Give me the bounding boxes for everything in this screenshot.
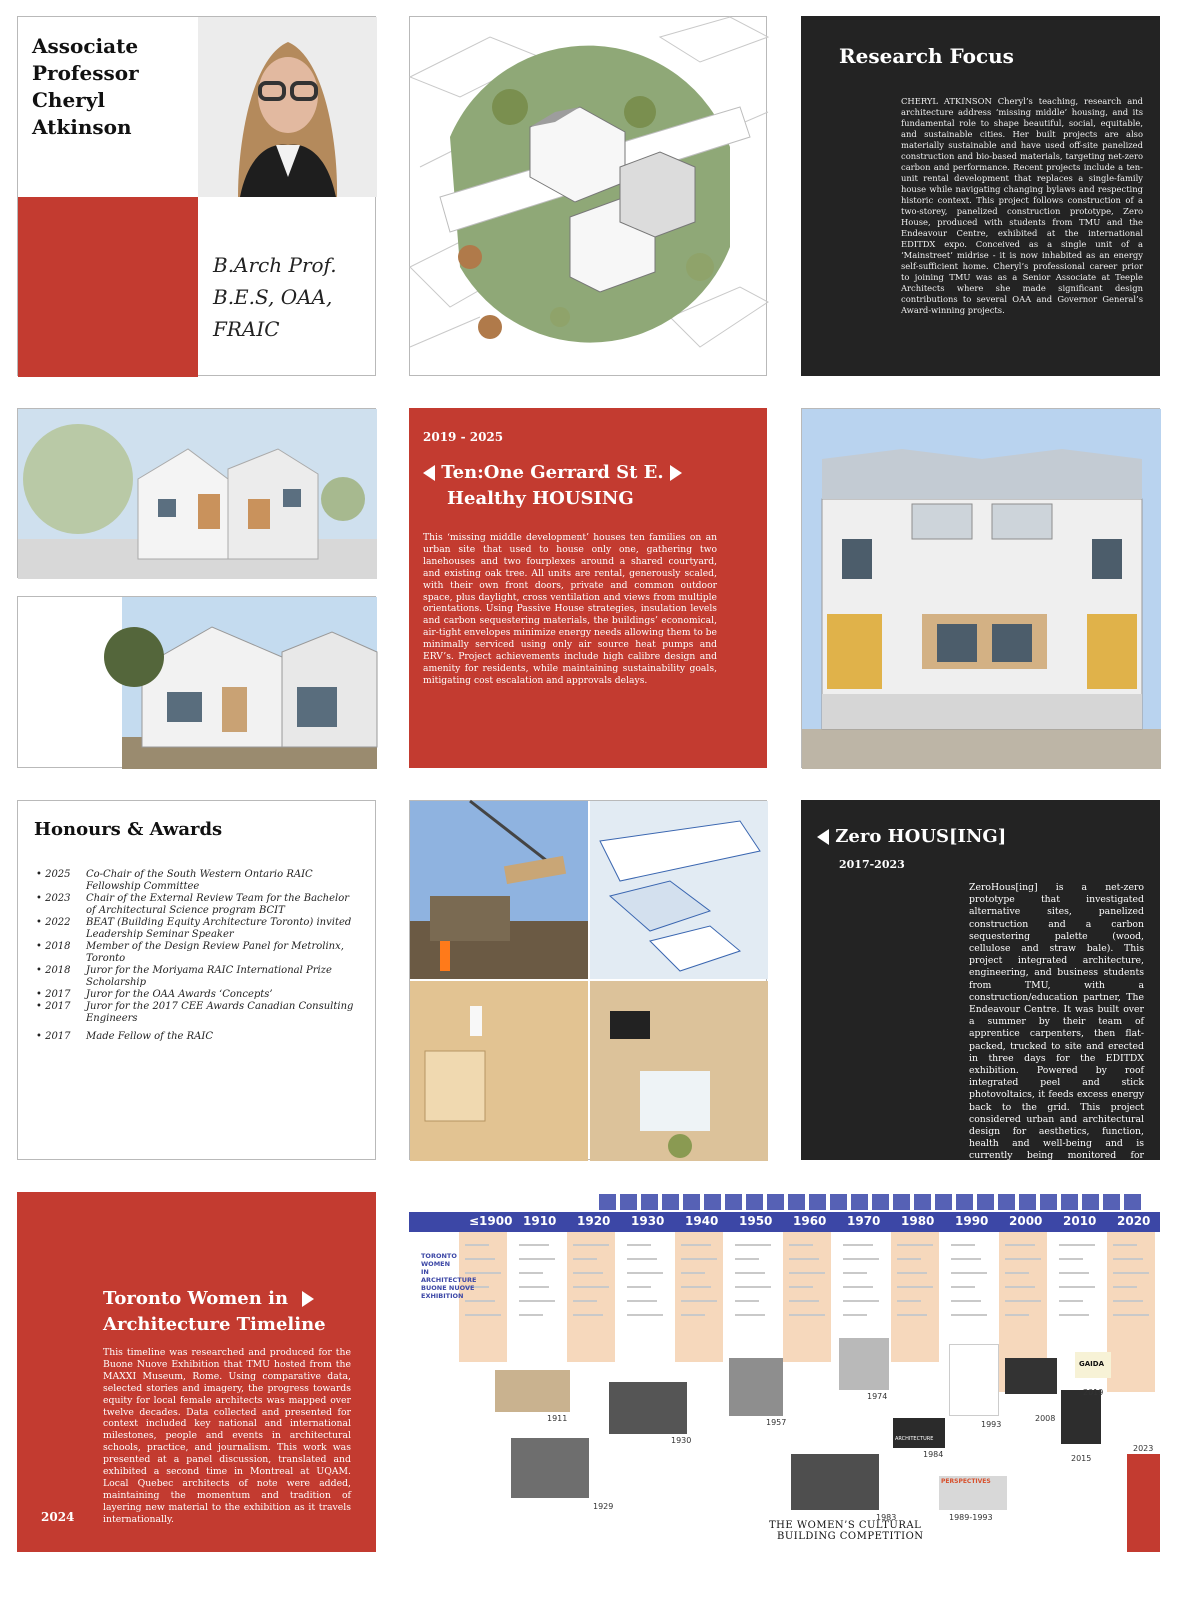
award-item: • 2018 Juror for the Moriyama RAIC International Prize Scholarship xyxy=(36,965,358,989)
timeline-entry-line xyxy=(789,1314,825,1316)
timeline-body: This timeline was researched and produced for the Buone Nuove Exhibition that TMU hosted from the MAXXI Museum, Rome. Using comparative data, selected stories and imagery, the progress towards equity for local female architects was mapped over twelve decades. Data collected and presented for context included key national and international milestones, people and events in architectural schools, practice, and journalism. This work was presented at a panel discussion, translated and exhibited a second time in Montreal at UQAM. Local Quebec architects of note were added, maintaining the momentum and tradition of layering new material to the exhibition as it travels internationally. xyxy=(103,1347,351,1525)
arrow-left-icon[interactable] xyxy=(817,829,829,845)
fourplex-photo xyxy=(801,408,1160,768)
timeline-entry-line xyxy=(627,1314,663,1316)
axonometric-illustration xyxy=(410,17,768,377)
timeline-entry-line xyxy=(843,1258,879,1260)
timeline-entry-line xyxy=(897,1286,933,1288)
timeline-entry-line xyxy=(843,1314,867,1316)
timeline-entry-line xyxy=(1005,1258,1041,1260)
decade-column xyxy=(891,1232,939,1362)
archive-photo xyxy=(609,1382,687,1434)
timeline-entry-line xyxy=(465,1244,489,1246)
timeline-year: 2024 xyxy=(41,1510,75,1524)
portrait-thumbnail xyxy=(893,1194,910,1210)
award-item: • 2025 Co-Chair of the South Western Ontario RAIC Fellowship Committee xyxy=(36,869,358,893)
timeline-title xyxy=(103,1286,326,1338)
portrait-thumbnail xyxy=(599,1194,616,1210)
portrait-photo xyxy=(1061,1388,1104,1444)
zero-body: ZeroHous[ing] is a net-zero prototype that investigated alternative sites, panelized construction and a carbon sequestering palette (wood, cellulose and straw bale). This project integrated architecture, engineering, and business students from TMU, with a construction/education partner, The Endeavour Centre. It was built over a summer by their team of apprentice carpenters, then flat-packed, trucked to site and erected in three days for the EDITDX exhibition. Powered by roof integrated peel and stick photovoltaics, it feeds excess energy back to the grid. This project considered urban and architectural design for aesthetics, function, health and well-being and is currently being monitored for performance. xyxy=(969,882,1144,1174)
arrow-right-icon[interactable] xyxy=(670,465,682,481)
decade-column xyxy=(675,1232,723,1362)
award-item: • 2017 Juror for the 2017 CEE Awards Canadian Consulting Engineers xyxy=(36,1001,358,1025)
decade-label: 1990 xyxy=(955,1214,989,1228)
award-text: Member of the Design Review Panel for Metrolinx, Toronto xyxy=(86,941,344,964)
arrow-left-icon[interactable] xyxy=(423,465,435,481)
archive-photo xyxy=(1005,1358,1057,1394)
timeline-entry-line xyxy=(573,1286,609,1288)
portrait-photo xyxy=(198,17,377,197)
decade-label: 1910 xyxy=(523,1214,557,1228)
award-item: • 2017 Made Fellow of the RAIC xyxy=(36,1031,213,1042)
portrait-thumbnail xyxy=(809,1194,826,1210)
book-cover xyxy=(949,1344,999,1416)
timeline-entry-line xyxy=(897,1272,927,1274)
timeline-entry-line xyxy=(843,1300,879,1302)
honours-title: Honours & Awards xyxy=(34,819,223,840)
research-body: CHERYL ATKINSON Cheryl’s teaching, research and architecture address ‘missing middle’ housing, and its fundamental role to shape beautiful, social, equitable, and sustainable cities. Her built projects are also materially sustainable and have used off-site panelized construction and bio-based materials, targeting net-zero carbon and performance. Recent projects include a ten-unit rental development that replaces a single-family house while navigating changing bylaws and respecting historic context. This project follows construction of a two-storey, panelized construction prototype, Zero House, produced with students from TMU and the Endeavour Centre, exhibited at the international EDITDX expo. Conceived as a single unit of a ‘Mainstreet’ midrise - it is now inhabited as an energy self-sufficient home. Cheryl’s professional career prior to joining TMU was as a Senior Associate at Teeple Architects where she made significant design contributions to several OAA and Governor General’s Award-winning projects. xyxy=(901,96,1143,315)
timeline-entry-line xyxy=(789,1272,825,1274)
timeline-entry-line xyxy=(519,1314,543,1316)
decade-label: 2020 xyxy=(1117,1214,1151,1228)
decade-label: 1940 xyxy=(685,1214,719,1228)
portrait-thumbnail xyxy=(662,1194,679,1210)
timeline-entry-line xyxy=(627,1258,657,1260)
photo-year: 2008 xyxy=(1035,1414,1056,1423)
zero-title xyxy=(817,826,1006,847)
poster-line: ARCHITECTURE xyxy=(421,1276,477,1284)
award-year: 2017 xyxy=(45,1031,71,1042)
red-block xyxy=(18,197,198,377)
timeline-entry-line xyxy=(681,1300,717,1302)
name-line: Atkinson xyxy=(32,115,132,139)
magazine-cover xyxy=(893,1418,945,1448)
portrait-thumbnail xyxy=(767,1194,784,1210)
tenone-title-line1: Ten:One Gerrard St E. xyxy=(441,462,664,483)
credentials-line: FRAIC xyxy=(213,317,280,341)
award-item: • 2018 Member of the Design Review Panel for Metrolinx, Toronto xyxy=(36,941,358,965)
award-year: 2017 xyxy=(45,1001,71,1012)
archive-photo xyxy=(839,1338,889,1390)
arrow-right-icon[interactable] xyxy=(302,1291,314,1307)
portrait-thumbnail xyxy=(914,1194,931,1210)
timeline-entry-line xyxy=(1005,1272,1029,1274)
timeline-entry-line xyxy=(897,1244,933,1246)
portrait-thumbnail xyxy=(725,1194,742,1210)
portrait-thumbnail xyxy=(1019,1194,1036,1210)
caption-line: BUILDING COMPETITION xyxy=(777,1531,924,1542)
timeline-entry-line xyxy=(843,1272,867,1274)
timeline-entry-line xyxy=(1113,1314,1149,1316)
timeline-title-line2: Architecture Timeline xyxy=(103,1314,326,1335)
timeline-entry-line xyxy=(735,1244,771,1246)
portrait-thumbnail xyxy=(872,1194,889,1210)
rendering-exterior xyxy=(17,408,376,578)
award-item: • 2023 Chair of the External Review Team for the Bachelor of Architectural Science program BCIT xyxy=(36,893,358,917)
timeline-entry-line xyxy=(1005,1286,1035,1288)
timeline-entry-line xyxy=(627,1300,657,1302)
award-text: BEAT (Building Equity Architecture Toronto) invited Leadership Seminar Speaker xyxy=(86,917,352,940)
timeline-entry-line xyxy=(1059,1244,1095,1246)
decade-label: 2010 xyxy=(1063,1214,1097,1228)
timeline-entry-line xyxy=(735,1300,759,1302)
timeline-entry-line xyxy=(1059,1272,1089,1274)
timeline-entry-line xyxy=(519,1300,555,1302)
archive-photo xyxy=(511,1438,589,1498)
timeline-entry-line xyxy=(519,1272,543,1274)
exhibition-poster xyxy=(421,1252,483,1332)
timeline-title-line1: Toronto Women in xyxy=(103,1288,289,1309)
portrait-thumbnail xyxy=(746,1194,763,1210)
photo-year: 1974 xyxy=(867,1392,888,1401)
timeline-entry-line xyxy=(789,1286,813,1288)
poster-line: IN xyxy=(421,1268,429,1276)
photo-year: 2015 xyxy=(1071,1454,1092,1463)
photo-year: 1930 xyxy=(671,1436,692,1445)
portrait-thumbnail xyxy=(1103,1194,1120,1210)
timeline-entry-line xyxy=(735,1314,765,1316)
timeline-entry-line xyxy=(573,1244,609,1246)
portrait-thumbnail xyxy=(851,1194,868,1210)
timeline-entry-line xyxy=(519,1244,549,1246)
tenone-body: This ‘missing middle development’ houses ten families on an urban site that used to house only one, gathering two lanehouses and two fourplexes around a shared courtyard, and existing oak tree. All units are rental, generously scaled, with their own front doors, private and common outdoor space, plus daylight, cross ventilation and views from multiple orientations. Using Passive House strategies, insulation levels and carbon sequestering materials, the buildings’ economical, air-tight envelopes minimize energy needs allowing them to be minimally serviced using only air source heat pumps and ERV’s. Project achievements include high calibre design and amenity for residents, while maintaining sustainability goals, mitigating cost escalation and approvals delays. xyxy=(423,532,717,686)
timeline-entry-line xyxy=(843,1244,873,1246)
portrait-thumbnail xyxy=(683,1194,700,1210)
timeline-entry-line xyxy=(951,1258,981,1260)
magazine-cover xyxy=(939,1476,1007,1510)
award-item: • 2022 BEAT (Building Equity Architecture Toronto) invited Leadership Seminar Speaker xyxy=(36,917,358,941)
timeline-entry-line xyxy=(1059,1258,1083,1260)
timeline-entry-line xyxy=(573,1272,603,1274)
timeline-entry-line xyxy=(1059,1300,1083,1302)
award-text: Juror for the OAA Awards ‘Concepts’ xyxy=(86,989,273,1000)
name-line: Associate xyxy=(32,34,139,58)
tenone-card xyxy=(409,408,767,768)
portrait-thumbnail xyxy=(1040,1194,1057,1210)
timeline-card xyxy=(17,1192,376,1552)
logo-tile xyxy=(1075,1352,1111,1378)
award-year: 2017 xyxy=(45,989,71,1000)
photo-year: 2023 xyxy=(1133,1444,1154,1453)
award-year: 2023 xyxy=(45,893,71,904)
timeline-header-band xyxy=(409,1212,1160,1232)
timeline-entry-line xyxy=(897,1258,921,1260)
zero-house-photo-grid xyxy=(409,800,767,1160)
timeline-entry-line xyxy=(519,1258,555,1260)
photo-year: 2019 xyxy=(1083,1388,1104,1397)
portrait-thumbnail xyxy=(1124,1194,1141,1210)
timeline-entry-line xyxy=(789,1244,813,1246)
competition-caption xyxy=(769,1520,924,1542)
portrait-thumbnail xyxy=(977,1194,994,1210)
timeline-entry-line xyxy=(1113,1258,1143,1260)
timeline-entry-line xyxy=(681,1314,705,1316)
timeline-entry-line xyxy=(1113,1244,1137,1246)
portrait-thumbnail xyxy=(641,1194,658,1210)
honours-card xyxy=(17,800,376,1160)
name-line: Professor xyxy=(32,61,139,85)
lanehouse-photo xyxy=(122,597,377,769)
timeline-entry-line xyxy=(627,1272,663,1274)
timeline-entry-line xyxy=(897,1300,921,1302)
photo-year: 1929 xyxy=(593,1502,614,1511)
decade-label: 1980 xyxy=(901,1214,935,1228)
timeline-entry-line xyxy=(897,1314,927,1316)
timeline-entry-line xyxy=(1059,1286,1095,1288)
portrait-thumbnail xyxy=(956,1194,973,1210)
timeline-entry-line xyxy=(681,1244,711,1246)
poster-line: WOMEN xyxy=(421,1260,451,1268)
zero-housing-card xyxy=(801,800,1160,1174)
timeline-entry-line xyxy=(1005,1244,1035,1246)
photo-year: 1993 xyxy=(981,1420,1002,1429)
site-axonometric-drawing xyxy=(409,16,767,376)
decade-label: 2000 xyxy=(1009,1214,1043,1228)
portrait-photo xyxy=(729,1358,783,1416)
perspectives-label: PERSPECTIVES xyxy=(941,1478,991,1485)
timeline-entry-line xyxy=(843,1286,873,1288)
decade-label: 1950 xyxy=(739,1214,773,1228)
decade-label: ≤1900 xyxy=(469,1214,513,1228)
photo-year: 1989-1993 xyxy=(949,1513,993,1522)
book-cover xyxy=(1127,1454,1160,1552)
timeline-entry-line xyxy=(1113,1272,1149,1274)
timeline-entry-line xyxy=(951,1272,987,1274)
awards-list xyxy=(36,869,358,1043)
decade-column xyxy=(567,1232,615,1362)
timeline-entry-line xyxy=(1059,1314,1089,1316)
decade-label: 1970 xyxy=(847,1214,881,1228)
decade-label: 1960 xyxy=(793,1214,827,1228)
timeline-entry-line xyxy=(951,1244,975,1246)
decade-label: 1930 xyxy=(631,1214,665,1228)
magazine-label: ARCHITECTURE xyxy=(895,1436,934,1442)
photo-year: 1984 xyxy=(923,1450,944,1459)
credentials-line: B.Arch Prof. xyxy=(213,253,337,277)
timeline-entry-line xyxy=(1005,1300,1041,1302)
profile-card xyxy=(17,16,376,376)
timeline-entry-line xyxy=(789,1300,819,1302)
timeline-entry-line xyxy=(627,1286,651,1288)
timeline-entry-line xyxy=(573,1300,597,1302)
research-title: Research Focus xyxy=(839,44,1014,68)
timeline-entry-line xyxy=(951,1286,975,1288)
timeline-entry-line xyxy=(681,1286,711,1288)
award-text: Chair of the External Review Team for the Bachelor of Architectural Science program BCIT xyxy=(86,893,349,916)
poster-line: BUONE NUOVE xyxy=(421,1284,475,1292)
name-line: Cheryl xyxy=(32,88,105,112)
timeline-entry-line xyxy=(735,1272,765,1274)
timeline-entry-line xyxy=(735,1286,771,1288)
timeline-entry-line xyxy=(681,1272,705,1274)
timeline-entry-line xyxy=(735,1258,759,1260)
gaida-label: GAIDA xyxy=(1079,1360,1104,1368)
tenone-title-line2: Healthy HOUSING xyxy=(447,488,634,509)
portrait-thumbnail xyxy=(788,1194,805,1210)
timeline-entry-line xyxy=(951,1300,981,1302)
award-text: Made Fellow of the RAIC xyxy=(86,1031,213,1042)
award-item: • 2017 Juror for the OAA Awards ‘Concepts’ xyxy=(36,989,273,1000)
award-year: 2018 xyxy=(45,941,71,952)
portrait-thumbnail xyxy=(830,1194,847,1210)
archive-photo xyxy=(495,1370,570,1412)
decade-column xyxy=(1107,1232,1155,1392)
decade-label: 1920 xyxy=(577,1214,611,1228)
poster-line: EXHIBITION xyxy=(421,1292,464,1300)
timeline-panel xyxy=(409,1192,1160,1552)
research-focus-card xyxy=(801,16,1160,376)
decade-column xyxy=(783,1232,831,1362)
timeline-entry-line xyxy=(681,1258,717,1260)
timeline-entry-line xyxy=(789,1258,819,1260)
profile-name xyxy=(32,33,202,141)
photo-year: 1957 xyxy=(766,1418,787,1427)
portrait-thumbnail xyxy=(1061,1194,1078,1210)
credentials-line: B.E.S, OAA, xyxy=(213,285,333,309)
lanehouse-photo-card xyxy=(17,596,376,768)
timeline-entry-line xyxy=(573,1314,603,1316)
photo-year: 1911 xyxy=(547,1414,568,1423)
zero-title-text: Zero HOUS[ING] xyxy=(835,826,1007,847)
timeline-entry-line xyxy=(519,1286,549,1288)
portrait-thumbnail xyxy=(1082,1194,1099,1210)
award-year: 2018 xyxy=(45,965,71,976)
credentials xyxy=(213,249,337,345)
poster-line: TORONTO xyxy=(421,1252,457,1260)
photo-year: 1983 xyxy=(876,1513,897,1522)
award-text: Co-Chair of the South Western Ontario RAIC Fellowship Committee xyxy=(86,869,313,892)
portrait-thumbnail xyxy=(704,1194,721,1210)
timeline-entry-line xyxy=(1005,1314,1029,1316)
award-year: 2022 xyxy=(45,917,71,928)
portrait-thumbnail xyxy=(620,1194,637,1210)
tenone-title xyxy=(423,460,682,512)
portrait-thumbnail xyxy=(998,1194,1015,1210)
award-text: Juror for the 2017 CEE Awards Canadian Consulting Engineers xyxy=(86,1001,354,1024)
timeline-entry-line xyxy=(1113,1286,1137,1288)
timeline-entry-line xyxy=(573,1258,597,1260)
archive-photo xyxy=(791,1454,879,1510)
zero-years: 2017-2023 xyxy=(839,858,905,871)
timeline-entry-line xyxy=(627,1244,651,1246)
timeline-entry-line xyxy=(951,1314,987,1316)
award-text: Juror for the Moriyama RAIC International Prize Scholarship xyxy=(86,965,332,988)
tenone-years: 2019 - 2025 xyxy=(423,430,504,444)
award-year: 2025 xyxy=(45,869,71,880)
timeline-entry-line xyxy=(1113,1300,1143,1302)
caption-line: THE WOMEN’S CULTURAL xyxy=(769,1520,922,1531)
portrait-thumbnail xyxy=(935,1194,952,1210)
